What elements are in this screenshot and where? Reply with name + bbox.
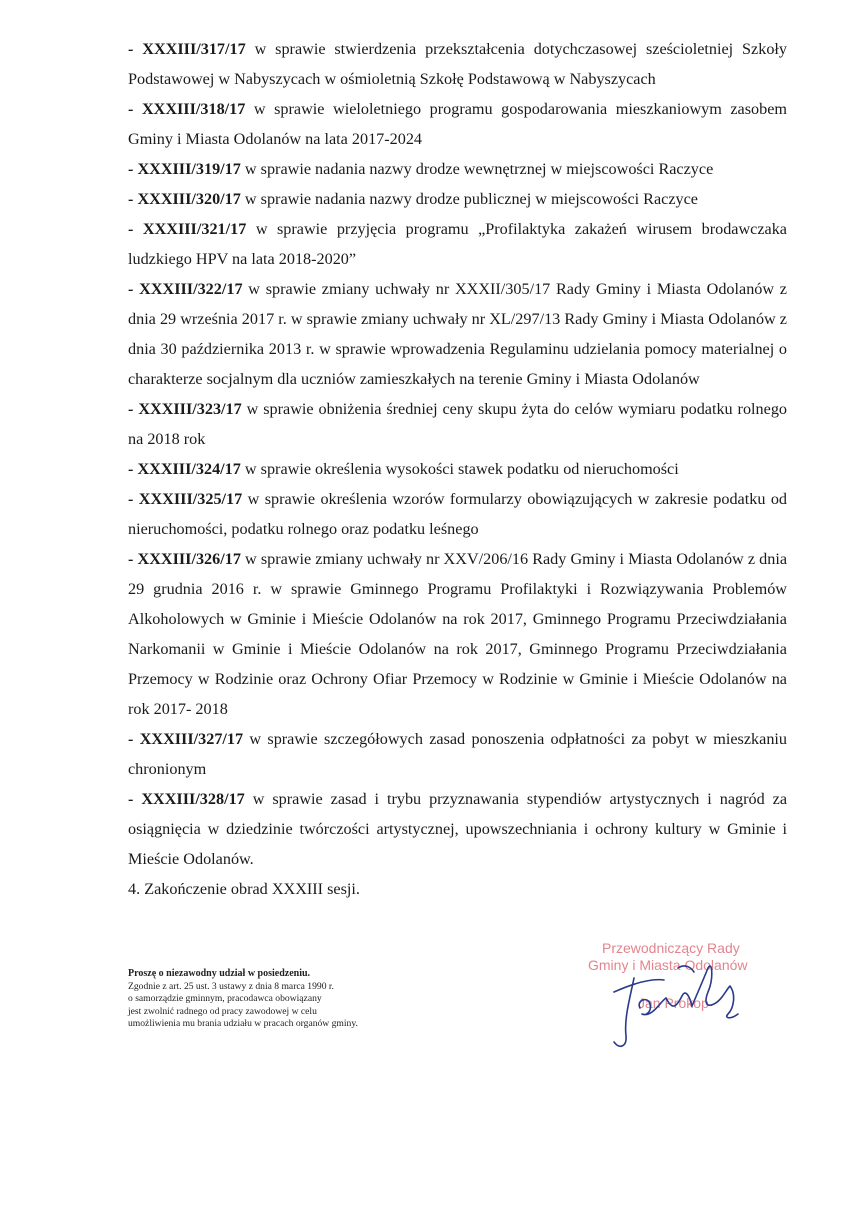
resolution-text: w sprawie przyjęcia programu „Profilaktyka zakażeń wirusem brodawczaka ludzkiego HPV na lata 2018-2020” (128, 220, 787, 268)
resolution-item (128, 454, 787, 484)
resolution-code: XXXIII/320/17 (137, 190, 241, 208)
resolution-code: XXXIII/319/17 (137, 160, 241, 178)
chairman-stamp (580, 938, 780, 1058)
resolution-dash: - (128, 400, 139, 418)
resolution-item (128, 34, 787, 94)
resolution-item (128, 154, 787, 184)
resolution-code: XXXIII/326/17 (137, 550, 241, 568)
stamp-name: Jan Prokop (638, 995, 709, 1011)
resolution-code: XXXIII/327/17 (139, 730, 244, 748)
resolution-dash: - (128, 40, 143, 58)
resolution-list (128, 34, 787, 904)
resolution-dash: - (128, 790, 142, 808)
resolution-text: w sprawie zmiany uchwały nr XXXII/305/17 Rady Gminy i Miasta Odolanów z dnia 29 września 2017 r. w sprawie zmiany uchwały nr XL/297/13 Rady Gminy i Miasta Odolanów z dnia 30 października 2013 r. w sprawie wprowadzenia Regulaminu udzielania pomocy materialnej o charakterze socjalnym dla uczniów zamieszkałych na terenie Gminy i Miasta Odolanów (128, 280, 787, 388)
resolution-item (128, 484, 787, 544)
resolution-code: XXXIII/318/17 (141, 100, 246, 118)
resolution-item (128, 214, 787, 274)
stamp-council: Gminy i Miasta Odolanów (588, 957, 748, 973)
resolution-dash: - (128, 220, 143, 238)
resolution-dash: - (128, 280, 140, 298)
resolution-text: w sprawie stwierdzenia przekształcenia dotychczasowej sześcioletniej Szkoły Podstawowej w Nabyszycach w ośmioletnią Szkołę Podstawową w Nabyszycach (128, 40, 787, 88)
resolution-code: XXXIII/323/17 (138, 400, 242, 418)
legal-note-line: Zgodnie z art. 25 ust. 3 ustawy z dnia 8 marca 1990 r. (128, 980, 334, 992)
resolution-text: w sprawie zasad i trybu przyznawania stypendiów artystycznych i nagród za osiągnięcia w dziedzinie twórczości artystycznej, upowszechniania i ochrony kultury w Gminie i Mieście Odolanów. (128, 790, 788, 868)
attendance-note (128, 968, 418, 1031)
stamp-title: Przewodniczący Rady (602, 940, 740, 956)
resolution-code: XXXIII/328/17 (141, 790, 245, 808)
resolution-item (128, 724, 787, 784)
resolution-dash: - (128, 160, 138, 178)
resolution-text: w sprawie zmiany uchwały nr XXV/206/16 Rady Gminy i Miasta Odolanów z dnia 29 grudnia 2016 r. w sprawie Gminnego Programu Profilaktyki i Rozwiązywania Problemów Alkoholowych w Gminie i Mieście Odolanów na rok 2017, Gminnego Programu Przeciwdziałania Narkomanii w Gminie i Mieście Odolanów na rok 2017, Gminnego Programu Przeciwdziałania Przemocy w Rodzinie oraz Ochrony Ofiar Przemocy w Rodzinie w Gminie i Mieście Odolanów na rok 2017- 2018 (128, 550, 788, 718)
resolution-code: XXXIII/322/17 (139, 280, 243, 298)
resolution-item (128, 544, 787, 724)
resolution-dash: - (128, 490, 139, 508)
resolution-text: w sprawie obniżenia średniej ceny skupu żyta do celów wymiaru podatku rolnego na 2018 rok (128, 400, 788, 448)
resolution-text: w sprawie nadania nazwy drodze wewnętrznej w miejscowości Raczyce (240, 160, 714, 178)
resolution-dash: - (128, 460, 138, 478)
signature-icon (580, 938, 780, 1058)
attendance-request: Proszę o niezawodny udział w posiedzeniu. (128, 968, 311, 979)
resolution-text: w sprawie wieloletniego programu gospodarowania mieszkaniowym zasobem Gminy i Miasta Odolanów na lata 2017-2024 (128, 100, 788, 148)
resolution-item (128, 94, 787, 154)
resolution-code: XXXIII/324/17 (137, 460, 241, 478)
resolution-text: w sprawie określenia wysokości stawek podatku od nieruchomości (240, 460, 679, 478)
resolution-text: w sprawie nadania nazwy drodze publicznej w miejscowości Raczyce (240, 190, 698, 208)
resolution-code: XXXIII/321/17 (142, 220, 247, 238)
resolution-text: w sprawie szczegółowych zasad ponoszenia odpłatności za pobyt w mieszkaniu chronionym (128, 730, 787, 778)
resolution-text: w sprawie określenia wzorów formularzy obowiązujących w zakresie podatku od nieruchomości, podatku rolnego oraz podatku leśnego (128, 490, 788, 538)
resolution-item (128, 394, 787, 454)
resolution-dash: - (128, 190, 138, 208)
resolution-code: XXXIII/317/17 (142, 40, 246, 58)
resolution-dash: - (128, 730, 140, 748)
resolution-code: XXXIII/325/17 (138, 490, 243, 508)
resolution-item (128, 184, 787, 214)
legal-note-line: o samorządzie gminnym, pracodawca obowiązany (128, 993, 322, 1004)
legal-note-line: umożliwienia mu brania udziału w pracach organów gminy. (128, 1018, 358, 1029)
agenda-closing: 4. Zakończenie obrad XXXIII sesji. (128, 880, 360, 898)
resolution-item (128, 274, 787, 394)
legal-note-line: jest zwolnić radnego od pracy zawodowej w celu (128, 1005, 317, 1017)
resolution-dash: - (128, 100, 142, 118)
resolution-item (128, 784, 787, 874)
resolution-dash: - (128, 550, 138, 568)
